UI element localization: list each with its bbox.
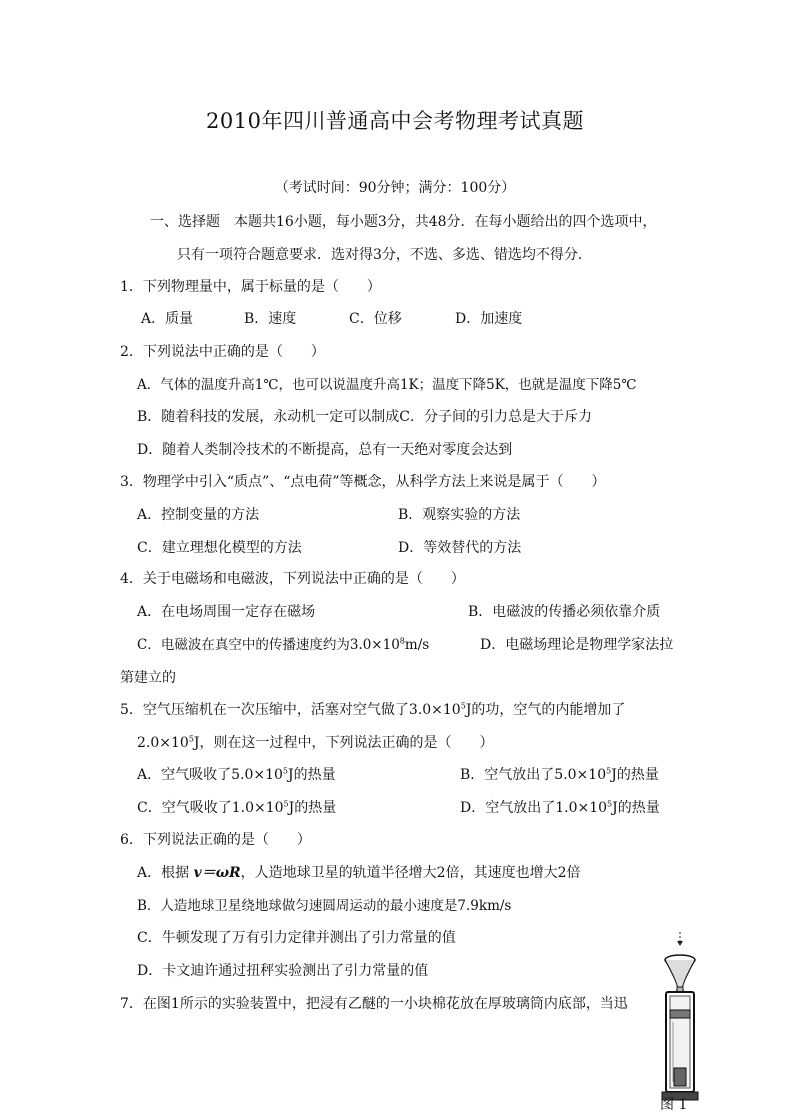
q5-a-post: J的热量 xyxy=(288,767,336,783)
q5-stem2-exp: 5 xyxy=(188,734,194,744)
q1-option-a: A．质量 xyxy=(141,311,194,327)
q5-stem-line1 xyxy=(120,700,625,720)
q4-option-c-pre: C．电磁波在真空中的传播速度约为3.0×10 xyxy=(137,637,400,653)
q2-option-bc: B．随着科技的发展，永动机一定可以制成C．分子间的引力总是大于斥力 xyxy=(137,409,592,425)
q5-stem2-post: J，则在这一过程中，下列说法正确的是（ ） xyxy=(193,735,494,751)
cotton-ball xyxy=(674,1068,686,1086)
q1-stem: 1．下列物理量中，属于标量的是（ ） xyxy=(120,279,381,295)
piston xyxy=(670,1010,690,1018)
q7-stem: 7．在图1所示的实验装置中，把浸有乙醚的一小块棉花放在厚玻璃筒内底部，当迅 xyxy=(120,996,628,1012)
q5-c-post: J的热量 xyxy=(288,800,337,816)
q5-a-exp: 5 xyxy=(282,766,289,776)
q1-option-c: C．位移 xyxy=(349,311,402,327)
q2-option-d: D．随着人类制冷技术的不断提高，总有一天绝对零度会达到 xyxy=(137,442,513,458)
q6-a-formula: v＝ωR xyxy=(193,865,241,881)
q6-option-a xyxy=(137,863,581,883)
piston-funnel xyxy=(665,960,695,990)
q5-option-c xyxy=(137,798,336,818)
page-title: 2010年四川普通高中会考物理考试真题 xyxy=(206,109,584,133)
q5-b-pre: B．空气放出了5.0×10 xyxy=(460,767,607,783)
q4-option-a: A．在电场周围一定存在磁场 xyxy=(137,604,316,620)
q1-option-b: B．速度 xyxy=(244,311,297,327)
q3-option-b: B．观察实验的方法 xyxy=(398,507,521,523)
q6-a-pre: A．根据 xyxy=(137,865,194,881)
q4-option-c xyxy=(137,635,429,655)
section-intro-line1: 一、选择题 本题共16小题，每小题3分，共48分．在每小题给出的四个选项中， xyxy=(150,214,657,230)
q4-stem: 4．关于电磁场和电磁波，下列说法中正确的是（ ） xyxy=(120,571,465,587)
q5-stem1-exp: 5 xyxy=(460,701,466,711)
q4-option-c-post: m/s xyxy=(404,637,430,653)
q4-option-b: B．电磁波的传播必须依靠介质 xyxy=(468,604,661,620)
q6-option-d: D．卡文迪许通过扭秤实验测出了引力常量的值 xyxy=(137,963,429,979)
glass-tube-figure xyxy=(655,932,705,1112)
q6-stem: 6．下列说法正确的是（ ） xyxy=(120,832,311,848)
q3-option-a: A．控制变量的方法 xyxy=(137,507,260,523)
q5-b-exp: 5 xyxy=(606,766,612,776)
q4-option-d-continued: 第建立的 xyxy=(120,670,176,686)
q5-b-post: J的热量 xyxy=(611,767,659,783)
q5-option-d xyxy=(460,798,660,818)
q5-stem2-pre: 2.0×10 xyxy=(137,735,189,751)
q6-option-b: B．人造地球卫星绕地球做匀速圆周运动的最小速度是7.9km/s xyxy=(137,898,512,914)
q5-option-a xyxy=(137,765,336,785)
q3-option-c: C．建立理想化模型的方法 xyxy=(137,540,302,556)
q5-stem1-post: J的功，空气的内能增加了 xyxy=(465,702,626,718)
q5-d-post: J的热量 xyxy=(612,800,660,816)
q4-option-c-exp: 8 xyxy=(399,636,405,646)
section-intro-line2: 只有一项符合题意要求．选对得3分，不选、多选、错选均不得分． xyxy=(177,247,592,263)
q3-stem: 3．物理学中引入“质点”、“点电荷”等概念，从科学方法上来说是属于（ ） xyxy=(120,474,606,490)
q5-a-pre: A．空气吸收了5.0×10 xyxy=(137,767,283,783)
q2-option-a: A．气体的温度升高1℃，也可以说温度升高1K；温度下降5K，也就是温度下降5℃ xyxy=(137,377,637,393)
q6-a-post: ，人造地球卫星的轨道半径增大2倍，其速度也增大2倍 xyxy=(240,865,581,881)
q5-stem-line2 xyxy=(137,733,494,753)
figure-label: 图 1 xyxy=(660,1097,688,1113)
arrow-head-icon xyxy=(677,941,683,946)
q6-option-c: C．牛顿发现了万有引力定律并测出了引力常量的值 xyxy=(137,930,456,946)
q5-c-pre: C．空气吸收了1.0×10 xyxy=(137,800,284,816)
q5-d-pre: D．空气放出了1.0×10 xyxy=(460,800,608,816)
q2-stem: 2．下列说法中正确的是（ ） xyxy=(120,344,325,360)
q1-option-d: D．加速度 xyxy=(455,311,523,327)
exam-info: （考试时间：90分钟；满分：100分） xyxy=(274,180,516,196)
q5-c-exp: 5 xyxy=(283,799,289,809)
q3-option-d: D．等效替代的方法 xyxy=(398,540,522,556)
q4-option-d: D．电磁场理论是物理学家法拉 xyxy=(480,637,674,653)
q5-stem1-pre: 5．空气压缩机在一次压缩中，活塞对空气做了3.0×10 xyxy=(120,702,461,718)
q5-d-exp: 5 xyxy=(607,799,613,809)
q5-option-b xyxy=(460,765,659,785)
